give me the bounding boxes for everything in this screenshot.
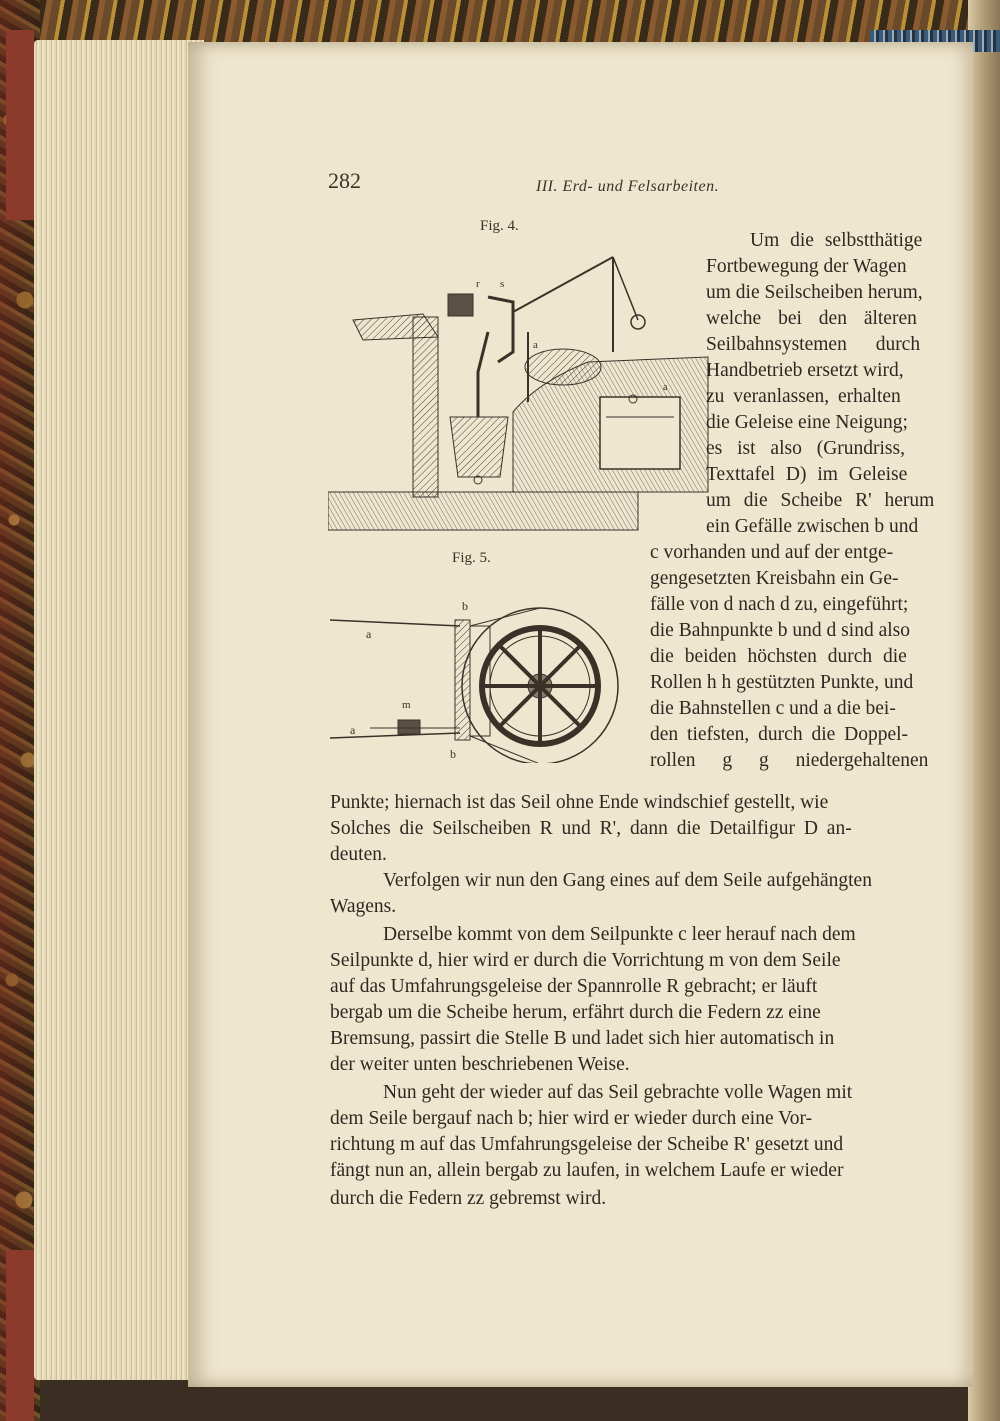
text-line-15: fälle von d nach d zu, eingeführt; (650, 594, 909, 615)
text-line-21: rollen g g niedergehaltenen (650, 750, 929, 771)
fig4-label-s: s (500, 278, 505, 290)
text-line-18: Rollen h h gestützten Punkte, und (650, 672, 914, 693)
text-line-9: es ist also (Grundriss, (706, 438, 905, 459)
fig4-caption: Fig. 4. (480, 218, 519, 234)
text-line-6: Handbetrieb ersetzt wird, (706, 360, 904, 381)
fig4-label-a2: a (663, 382, 668, 393)
text-line-34: dem Seile bergauf nach b; hier wird er wieder durch eine Vor- (330, 1108, 813, 1129)
text-line-27: Derselbe kommt von dem Seilpunkte c leer herauf nach dem (383, 924, 856, 945)
fig5-caption: Fig. 5. (452, 550, 491, 566)
text-line-28: Seilpunkte d, hier wird er durch die Vorrichtung m von dem Seile (330, 950, 841, 971)
text-line-31: Bremsung, passirt die Stelle B und ladet sich hier automatisch in (330, 1028, 835, 1049)
text-line-24: deuten. (330, 844, 387, 865)
text-line-2: Fortbewegung der Wagen (706, 256, 907, 277)
text-line-8: die Geleise eine Neigung; (706, 412, 908, 433)
page-stack (34, 40, 204, 1380)
fig5-label-m: m (402, 699, 411, 711)
text-line-25: Verfolgen wir nun den Gang eines auf dem Seile aufgehängten (383, 870, 872, 891)
text-line-26: Wagens. (330, 896, 397, 917)
fig4-label-a: a (533, 339, 538, 351)
text-line-13: c vorhanden und auf der entge- (650, 542, 894, 563)
text-line-37: durch die Federn zz gebremst wird. (330, 1188, 607, 1209)
text-line-17: die beiden höchsten durch die (650, 646, 907, 667)
text-line-19: die Bahnstellen c und a die bei- (650, 698, 896, 719)
text-line-16: die Bahnpunkte b und d sind also (650, 620, 910, 641)
text-line-4: welche bei den älteren (706, 308, 917, 329)
text-line-14: gengesetzten Kreisbahn ein Ge- (650, 568, 899, 589)
text-line-11: um die Scheibe R' herum (706, 490, 935, 511)
text-line-32: der weiter unten beschriebenen Weise. (330, 1054, 630, 1075)
book-spine-band-bottom (6, 1250, 34, 1421)
text-line-5: Seilbahnsystemen durch (706, 334, 921, 355)
text-line-7: zu veranlassen, erhalten (706, 386, 901, 407)
text-line-29: auf das Umfahrungsgeleise der Spannrolle R gebracht; er läuft (330, 976, 818, 997)
text-line-12: ein Gefälle zwischen b und (706, 516, 919, 537)
text-line-33: Nun geht der wieder auf das Seil gebrachte volle Wagen mit (383, 1082, 853, 1103)
fig4-illustration (328, 242, 713, 537)
fig5-label-b-bottom: b (450, 747, 456, 761)
text-line-22: Punkte; hiernach ist das Seil ohne Ende windschief gestellt, wie (330, 792, 829, 813)
text-line-36: fängt nun an, allein bergab zu laufen, in welchem Laufe er wieder (330, 1160, 844, 1181)
text-line-35: richtung m auf das Umfahrungsgeleise der Scheibe R' gesetzt und (330, 1134, 844, 1155)
text-line-23: Solches die Seilscheiben R und R', dann die Detailfigur D an- (330, 818, 852, 839)
running-header: III. Erd- und Felsarbeiten. (536, 178, 720, 195)
fig5-label-a-bottom: a (350, 723, 356, 737)
text-line-30: bergab um die Scheibe herum, erfährt durch die Federn zz eine (330, 1002, 821, 1023)
fig4-label-r: r (476, 278, 480, 290)
book-spine-band-top (6, 30, 34, 220)
fig5-label-b-top: b (462, 599, 468, 613)
text-line-3: um die Seilscheiben herum, (706, 282, 923, 303)
fig5-label-a-top: a (366, 627, 372, 641)
fig5-illustration (330, 598, 630, 763)
page-number: 282 (328, 168, 361, 193)
text-line-10: Texttafel D) im Geleise (706, 464, 908, 485)
text-line-1: Um die selbstthätige (750, 230, 923, 251)
text-line-20: den tiefsten, durch die Doppel- (650, 724, 909, 745)
